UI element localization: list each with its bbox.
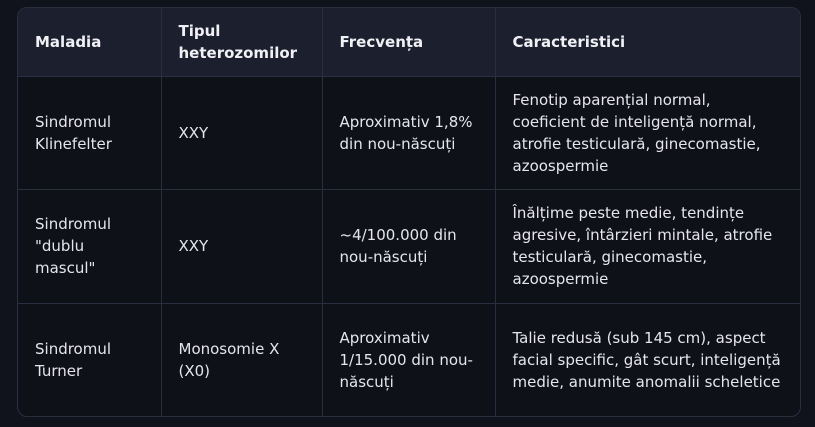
cell-caracteristici: Fenotip aparențial normal, coeficient de inteligență normal, atrofie testiculară, ginecomastie, azoospermie <box>495 76 800 190</box>
header-caracteristici: Caracteristici <box>495 8 800 76</box>
cell-maladia: Sindromul Turner <box>18 303 161 416</box>
cell-caracteristici: Talie redusă (sub 145 cm), aspect facial specific, gât scurt, inteligență medie, anumite anomalii scheletice <box>512 328 781 391</box>
header-maladia: Maladia <box>18 8 161 76</box>
header-row <box>18 8 800 76</box>
cell-maladia: Sindromul "dublu mascul" <box>18 190 161 304</box>
header-tipul-heterozomilor: Tipul heterozomilor <box>161 8 322 76</box>
cell-tipul: XXY <box>161 76 322 190</box>
cell-tipul: Monosomie X (X0) <box>161 303 322 416</box>
cell-frecventa: ~4/100.000 din nou-născuți <box>322 190 495 304</box>
cell-maladia: Sindromul Klinefelter <box>18 76 161 190</box>
table-row <box>18 76 800 190</box>
table-header <box>18 8 800 76</box>
table-body <box>18 76 800 416</box>
table-row <box>18 303 800 416</box>
cell-frecventa: Aproximativ 1,8% din nou-născuți <box>322 76 495 190</box>
disease-table-container <box>17 7 801 417</box>
cell-frecventa: Aproximativ 1/15.000 din nou-născuți <box>322 303 495 416</box>
header-frecventa: Frecvența <box>322 8 495 76</box>
table-row <box>18 190 800 304</box>
cell-tipul: XXY <box>161 190 322 304</box>
disease-table <box>18 8 800 416</box>
cell-caracteristici: Înălțime peste medie, tendințe agresive, întârzieri mintale, atrofie testiculară, ginecomastie, azoospermie <box>495 190 800 304</box>
